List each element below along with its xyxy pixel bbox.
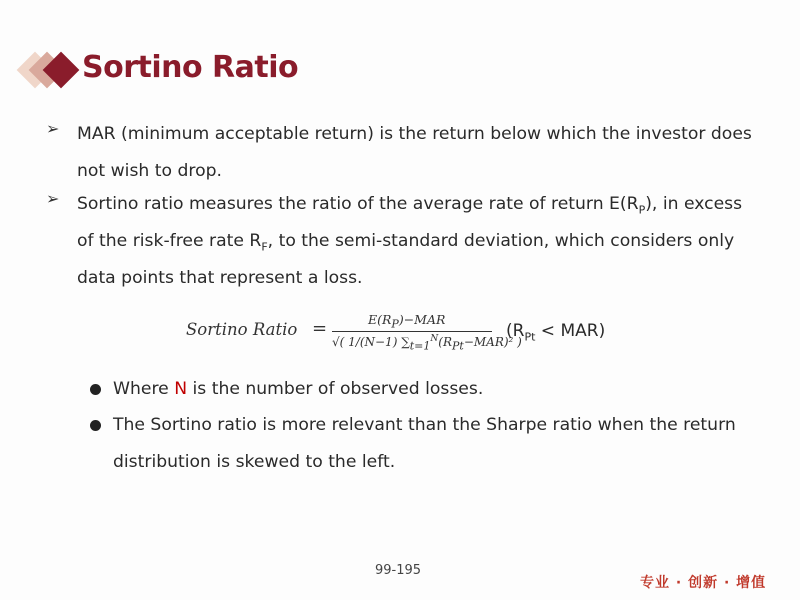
subscript-p: P xyxy=(638,203,646,217)
dot-bullet-icon xyxy=(90,384,101,395)
sub-bullet-text: The Sortino ratio is more relevant than the Sharpe ratio when the return distribution is skewed to the left. xyxy=(113,415,736,472)
fraction-bar xyxy=(332,331,492,332)
bullet-text-part: , to the semi-standard deviation, which considers only data points that represent a loss. xyxy=(77,231,735,288)
sub-bullet-n xyxy=(88,371,758,408)
formula-equals: = xyxy=(312,318,328,339)
subscript-f: F xyxy=(261,240,268,254)
dot-bullet-icon xyxy=(90,420,101,431)
arrow-bullet-icon: ➢ xyxy=(46,119,60,138)
bullet-mar xyxy=(46,116,756,190)
bullet-text xyxy=(77,186,756,297)
bullet-text: MAR (minimum acceptable return) is the return below which the investor does not wish to drop. xyxy=(77,124,752,181)
formula-lhs: Sortino Ratio xyxy=(186,320,298,339)
bullet-text-part: Sortino ratio measures the ratio of the average rate of return E(R xyxy=(77,194,639,214)
formula-condition: $(R_{Pt} < MAR)$ xyxy=(506,321,606,344)
bullet-sortino-definition xyxy=(46,186,756,297)
highlight-n: N xyxy=(174,379,188,399)
sub-bullet-relevance xyxy=(88,407,758,481)
formula-numerator: $E(R_P)-MAR$ xyxy=(368,312,446,331)
page-number: 99-195 xyxy=(375,563,422,578)
sub-bullet-text: Where N is the number of observed losses. xyxy=(113,379,484,399)
brand-slogan: 专业 · 创新 · 增值 xyxy=(640,575,767,591)
arrow-bullet-icon: ➢ xyxy=(46,189,60,208)
page-title: Sortino Ratio xyxy=(82,50,299,85)
sortino-formula xyxy=(186,312,626,364)
bullet-text-part: ), in excess of the risk-free rate R xyxy=(77,194,743,251)
formula-denominator: √( 1/(N−1) $\sum_{t=1}^N(R_{Pt}-MAR)^2$ ) xyxy=(332,334,522,353)
